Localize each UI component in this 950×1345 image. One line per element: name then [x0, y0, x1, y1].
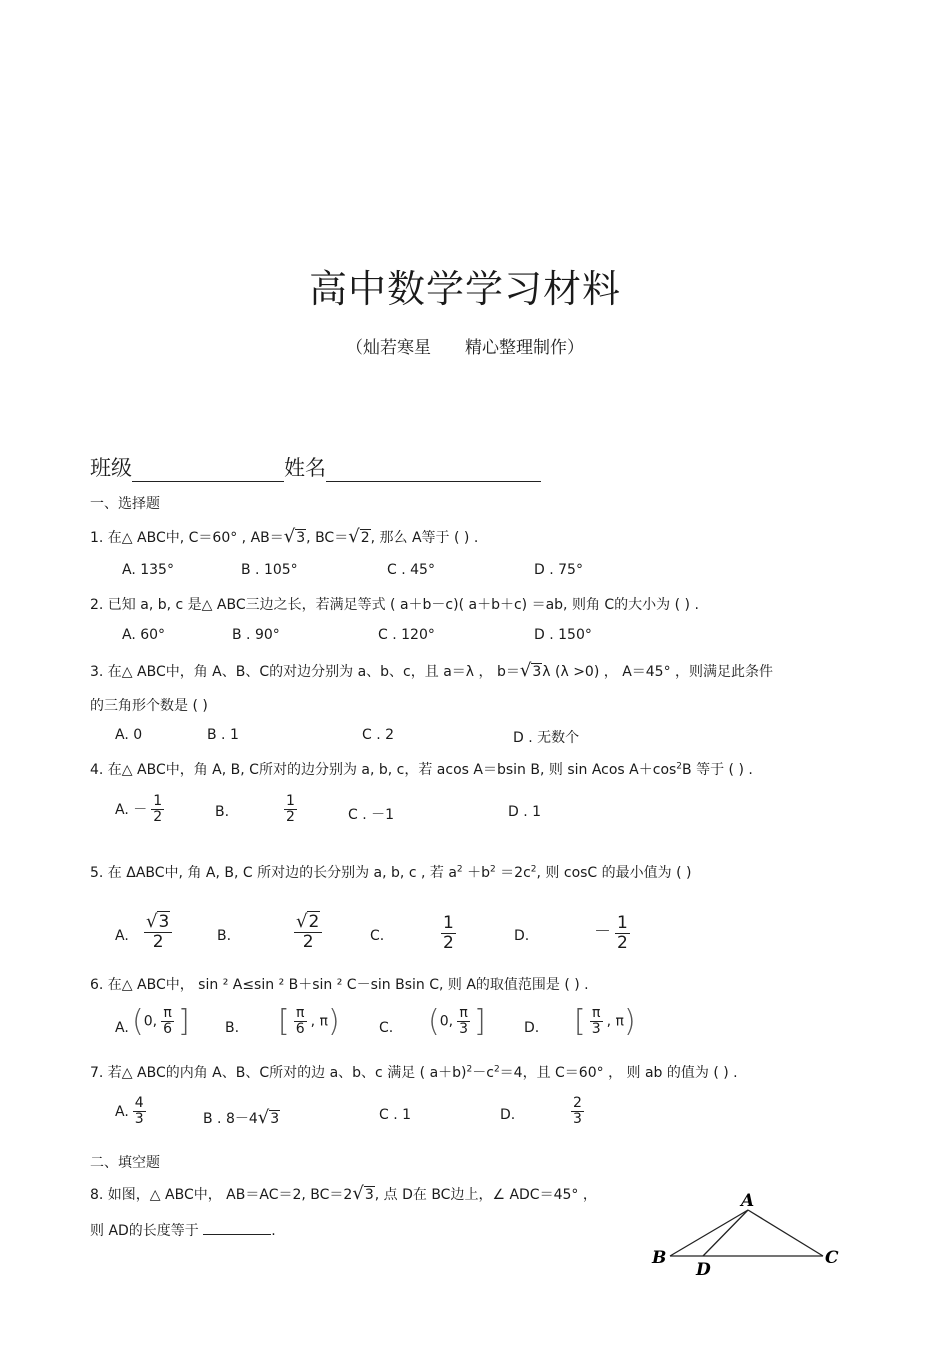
q7-option-d-label: D.	[500, 1107, 516, 1123]
q5-option-c	[437, 914, 460, 952]
q4-option-a	[115, 794, 168, 826]
q3-option-b: B . 1	[207, 727, 239, 743]
question-7: 7. 若△ ABC的内角 A、B、C所对的边 a、b、c 满足 ( $a+b)^2-c^2=4$，且 C＝60° ， 则 ab 的值为 ( ) .	[90, 1064, 738, 1081]
triangle-figure	[645, 1185, 845, 1280]
q4-a-label: A. －	[115, 801, 148, 818]
q4-option-b	[280, 794, 301, 826]
fraction: $\frac{1}{2}$	[286, 793, 295, 826]
fraction: $\frac{1}{2}$	[153, 793, 163, 826]
vertex-b-label: B	[652, 1248, 667, 1268]
q5-option-b-label: B.	[217, 928, 232, 944]
q5-option-b	[290, 912, 326, 951]
q6-option-c: (0, $\frac{\pi}{3}$ ]	[428, 1004, 486, 1039]
class-label: 班级	[90, 456, 132, 480]
q3-text-end: λ (λ >0) ， A＝45° ，则满足此条件	[542, 664, 774, 680]
q6-option-a: (0, $\frac{\pi}{6}$ ]	[132, 1004, 190, 1039]
fraction: $\frac{√2}{2}$	[294, 912, 322, 951]
q6-option-a-label: A.	[115, 1020, 129, 1036]
q7-option-b: B . 8－4√3	[203, 1107, 280, 1128]
q4-text-end: B 等于 ( ) .	[682, 762, 753, 778]
fraction: $\frac{2}{3}$	[573, 1095, 582, 1128]
q4-option-d: D . 1	[508, 804, 542, 820]
q8-text: 8. 如图，△ ABC中， AB＝AC＝2, BC＝2	[90, 1187, 353, 1203]
document-title: 高中数学学习材料	[308, 267, 621, 311]
vertex-c-label: C	[825, 1248, 839, 1268]
point-d-label: D	[696, 1260, 711, 1280]
superscript: 2	[676, 761, 683, 772]
sqrt-3: √3	[352, 1183, 374, 1204]
q5-option-a-label: A.	[115, 928, 129, 944]
q5-option-d-label: D.	[514, 928, 530, 944]
q5-option-a	[140, 912, 176, 951]
question-2: 2. 已知 a, b, c 是△ ABC三边之长，若满足等式 ( a＋b－c)( a＋b＋c) ＝ab, 则角 C的大小为 ( ) .	[90, 597, 699, 613]
q1-option-c: C . 45°	[387, 562, 435, 578]
question-6: 6. 在△ ABC中， sin ² A≤sin ² B＋sin ² C－sin Bsin C, 则 A的取值范围是 ( ) .	[90, 977, 589, 993]
sqrt-3: √3	[257, 1107, 280, 1128]
fraction: $\frac{1}{2}$	[617, 913, 628, 953]
q6-option-b: [ $\frac{\pi}{6}$ , π)	[278, 1004, 340, 1039]
q3-option-d: D . 无数个	[513, 730, 580, 746]
sqrt-3: √3	[519, 660, 542, 681]
fraction: $\frac{1}{2}$	[443, 913, 454, 953]
fraction: $\frac{4}{3}$	[134, 1095, 144, 1128]
document-subtitle: （灿若寒星 精心整理制作）	[346, 338, 584, 358]
question-5: 5. 在 ΔABC中, 角 A, B, C 所对边的长分别为 a, b, c , 若 $a^2 +b^2 =2c^2$, 则 cosC 的最小值为 ( )	[90, 864, 692, 881]
q2-option-d: D . 150°	[534, 627, 592, 643]
question-8	[90, 1183, 597, 1204]
q2-option-c: C . 120°	[378, 627, 435, 643]
name-label: 姓名	[284, 456, 326, 480]
q1-text-end: , 那么 A等于 ( ) .	[370, 530, 479, 546]
question-4	[90, 759, 753, 779]
q5-option-d: － $\frac{1}{2}$	[594, 913, 628, 953]
q1-text-mid: , BC＝	[306, 530, 349, 546]
q3-option-c: C . 2	[362, 727, 395, 743]
q5-text-end: , 则 cosC 的最小值为 ( )	[536, 865, 692, 881]
q6-option-b-label: B.	[225, 1020, 240, 1036]
name-blank[interactable]	[326, 457, 541, 482]
q1-option-b: B . 105°	[241, 562, 298, 578]
q5-text: 5. 在 ΔABC中, 角 A, B, C 所对边的长分别为 a, b, c , 若 a	[90, 865, 457, 881]
q4-text: 4. 在△ ABC中，角 A, B, C所对的边分别为 a, b, c，若 acos A＝bsin B, 则 sin Acos A＋cos	[90, 762, 677, 778]
fraction: $\frac{√3}{2}$	[144, 912, 172, 951]
vertex-a-label: A	[741, 1191, 755, 1211]
q8-text-end: , 点 D在 BC边上，∠ ADC＝45° ，	[374, 1187, 597, 1203]
question-3-line2: 的三角形个数是 ( )	[90, 698, 208, 714]
section-fill-in: 二、填空题	[90, 1155, 160, 1171]
q6-option-c-label: C.	[379, 1020, 394, 1036]
question-1	[90, 526, 478, 547]
q7-text-end: ＝4，且 C＝60° ， 则 ab 的值为 ( ) .	[499, 1065, 738, 1081]
answer-blank[interactable]	[203, 1220, 271, 1235]
fraction: $\frac{\pi}{3}$	[591, 1004, 601, 1037]
q7-option-a: A. $\frac{4}{3}$	[115, 1095, 144, 1128]
q1-text: 1. 在△ ABC中, C＝60° , AB＝	[90, 530, 284, 546]
sqrt-2: √2	[348, 526, 370, 547]
q6-option-d: [ $\frac{\pi}{3}$ , π)	[574, 1004, 636, 1039]
q3-text: 3. 在△ ABC中，角 A、B、C的对边分别为 a、b、c，且 a＝λ ， b＝	[90, 664, 520, 680]
question-3	[90, 660, 773, 681]
fraction: $\frac{\pi}{3}$	[459, 1004, 468, 1037]
q2-option-b: B . 90°	[232, 627, 280, 643]
class-blank[interactable]	[132, 457, 284, 482]
q2-option-a: A. 60°	[122, 627, 166, 643]
question-8-line2: 则 AD的长度等于 .	[90, 1220, 276, 1240]
q5-option-c-label: C.	[370, 928, 385, 944]
sqrt-3: √3	[283, 526, 306, 547]
q7-option-d	[567, 1096, 588, 1128]
q7-option-c: C . 1	[379, 1107, 412, 1123]
q6-option-d-label: D.	[524, 1020, 540, 1036]
q4-option-c: C . －1	[348, 807, 395, 823]
q3-option-a: A. 0	[115, 727, 143, 743]
q1-option-a: A. 135°	[122, 562, 174, 578]
class-name-line	[90, 452, 541, 482]
section-choice: 一、选择题	[90, 496, 160, 512]
q4-option-b-label: B.	[215, 804, 230, 820]
fraction: $\frac{\pi}{6}$	[163, 1004, 172, 1037]
fraction: $\frac{\pi}{6}$	[295, 1004, 305, 1037]
q7-text: 7. 若△ ABC的内角 A、B、C所对的边 a、b、c 满足 ( a＋b)	[90, 1065, 467, 1081]
q1-option-d: D . 75°	[534, 562, 583, 578]
